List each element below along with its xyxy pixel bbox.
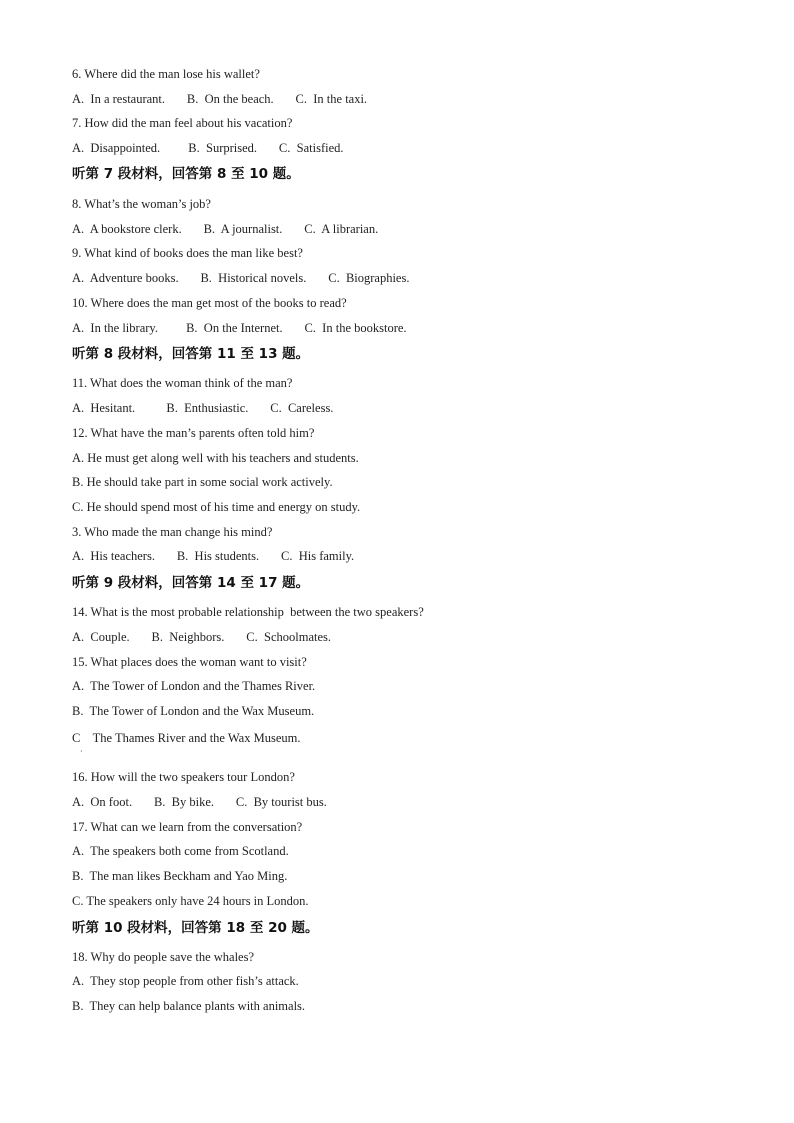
question-6-options: A. In a restaurant. B. On the beach. C. In the taxi. xyxy=(72,92,368,106)
question-8-options: A. A bookstore clerk. B. A journalist. C. A librarian. xyxy=(72,222,379,236)
question-11: 11. What does the woman think of the man? xyxy=(72,376,293,390)
section-heading-8: 听第 8 段材料，回答第 11 至 13 题。 xyxy=(72,346,310,362)
section-heading-7: 听第 7 段材料，回答第 8 至 10 题。 xyxy=(72,166,300,182)
question-14: 14. What is the most probable relationship between the two speakers? xyxy=(72,605,424,619)
question-15-option-a: A. The Tower of London and the Thames River. xyxy=(72,679,316,693)
section-heading-9: 听第 9 段材料，回答第 14 至 17 题。 xyxy=(72,575,310,591)
question-12-option-b: B. He should take part in some social work actively. xyxy=(72,475,333,489)
question-10-options: A. In the library. B. On the Internet. C. In the bookstore. xyxy=(72,321,407,335)
question-11-options: A. Hesitant. B. Enthusiastic. C. Careless. xyxy=(72,401,334,415)
question-17-option-c: C. The speakers only have 24 hours in London. xyxy=(72,894,309,908)
question-6: 6. Where did the man lose his wallet? xyxy=(72,67,260,81)
question-15-option-c: C The Thames River and the Wax Museum. xyxy=(72,731,301,745)
question-18-option-a: A. They stop people from other fish’s attack. xyxy=(72,974,299,988)
question-15-option-b: B. The Tower of London and the Wax Museum. xyxy=(72,704,315,718)
question-9-options: A. Adventure books. B. Historical novels. C. Biographies. xyxy=(72,271,410,285)
question-18-option-b: B. They can help balance plants with animals. xyxy=(72,999,306,1013)
question-8: 8. What’s the woman’s job? xyxy=(72,197,211,211)
question-10: 10. Where does the man get most of the books to read? xyxy=(72,296,347,310)
question-16: 16. How will the two speakers tour London? xyxy=(72,770,295,784)
question-15: 15. What places does the woman want to visit? xyxy=(72,655,307,669)
question-12-option-a: A. He must get along well with his teachers and students. xyxy=(72,451,359,465)
question-7-options: A. Disappointed. B. Surprised. C. Satisfied. xyxy=(72,141,344,155)
question-17: 17. What can we learn from the conversation? xyxy=(72,820,303,834)
question-7: 7. How did the man feel about his vacation? xyxy=(72,116,293,130)
question-13-options: A. His teachers. B. His students. C. His family. xyxy=(72,549,355,563)
question-14-options: A. Couple. B. Neighbors. C. Schoolmates. xyxy=(72,630,332,644)
stray-dot: · xyxy=(80,747,83,756)
section-heading-10: 听第 10 段材料，回答第 18 至 20 题。 xyxy=(72,920,319,936)
question-18: 18. Why do people save the whales? xyxy=(72,950,255,964)
question-12-option-c: C. He should spend most of his time and energy on study. xyxy=(72,500,361,514)
question-16-options: A. On foot. B. By bike. C. By tourist bus. xyxy=(72,795,327,809)
question-13: 3. Who made the man change his mind? xyxy=(72,525,273,539)
question-17-option-a: A. The speakers both come from Scotland. xyxy=(72,844,289,858)
question-12: 12. What have the man’s parents often told him? xyxy=(72,426,315,440)
question-17-option-b: B. The man likes Beckham and Yao Ming. xyxy=(72,869,288,883)
question-9: 9. What kind of books does the man like best? xyxy=(72,246,303,260)
